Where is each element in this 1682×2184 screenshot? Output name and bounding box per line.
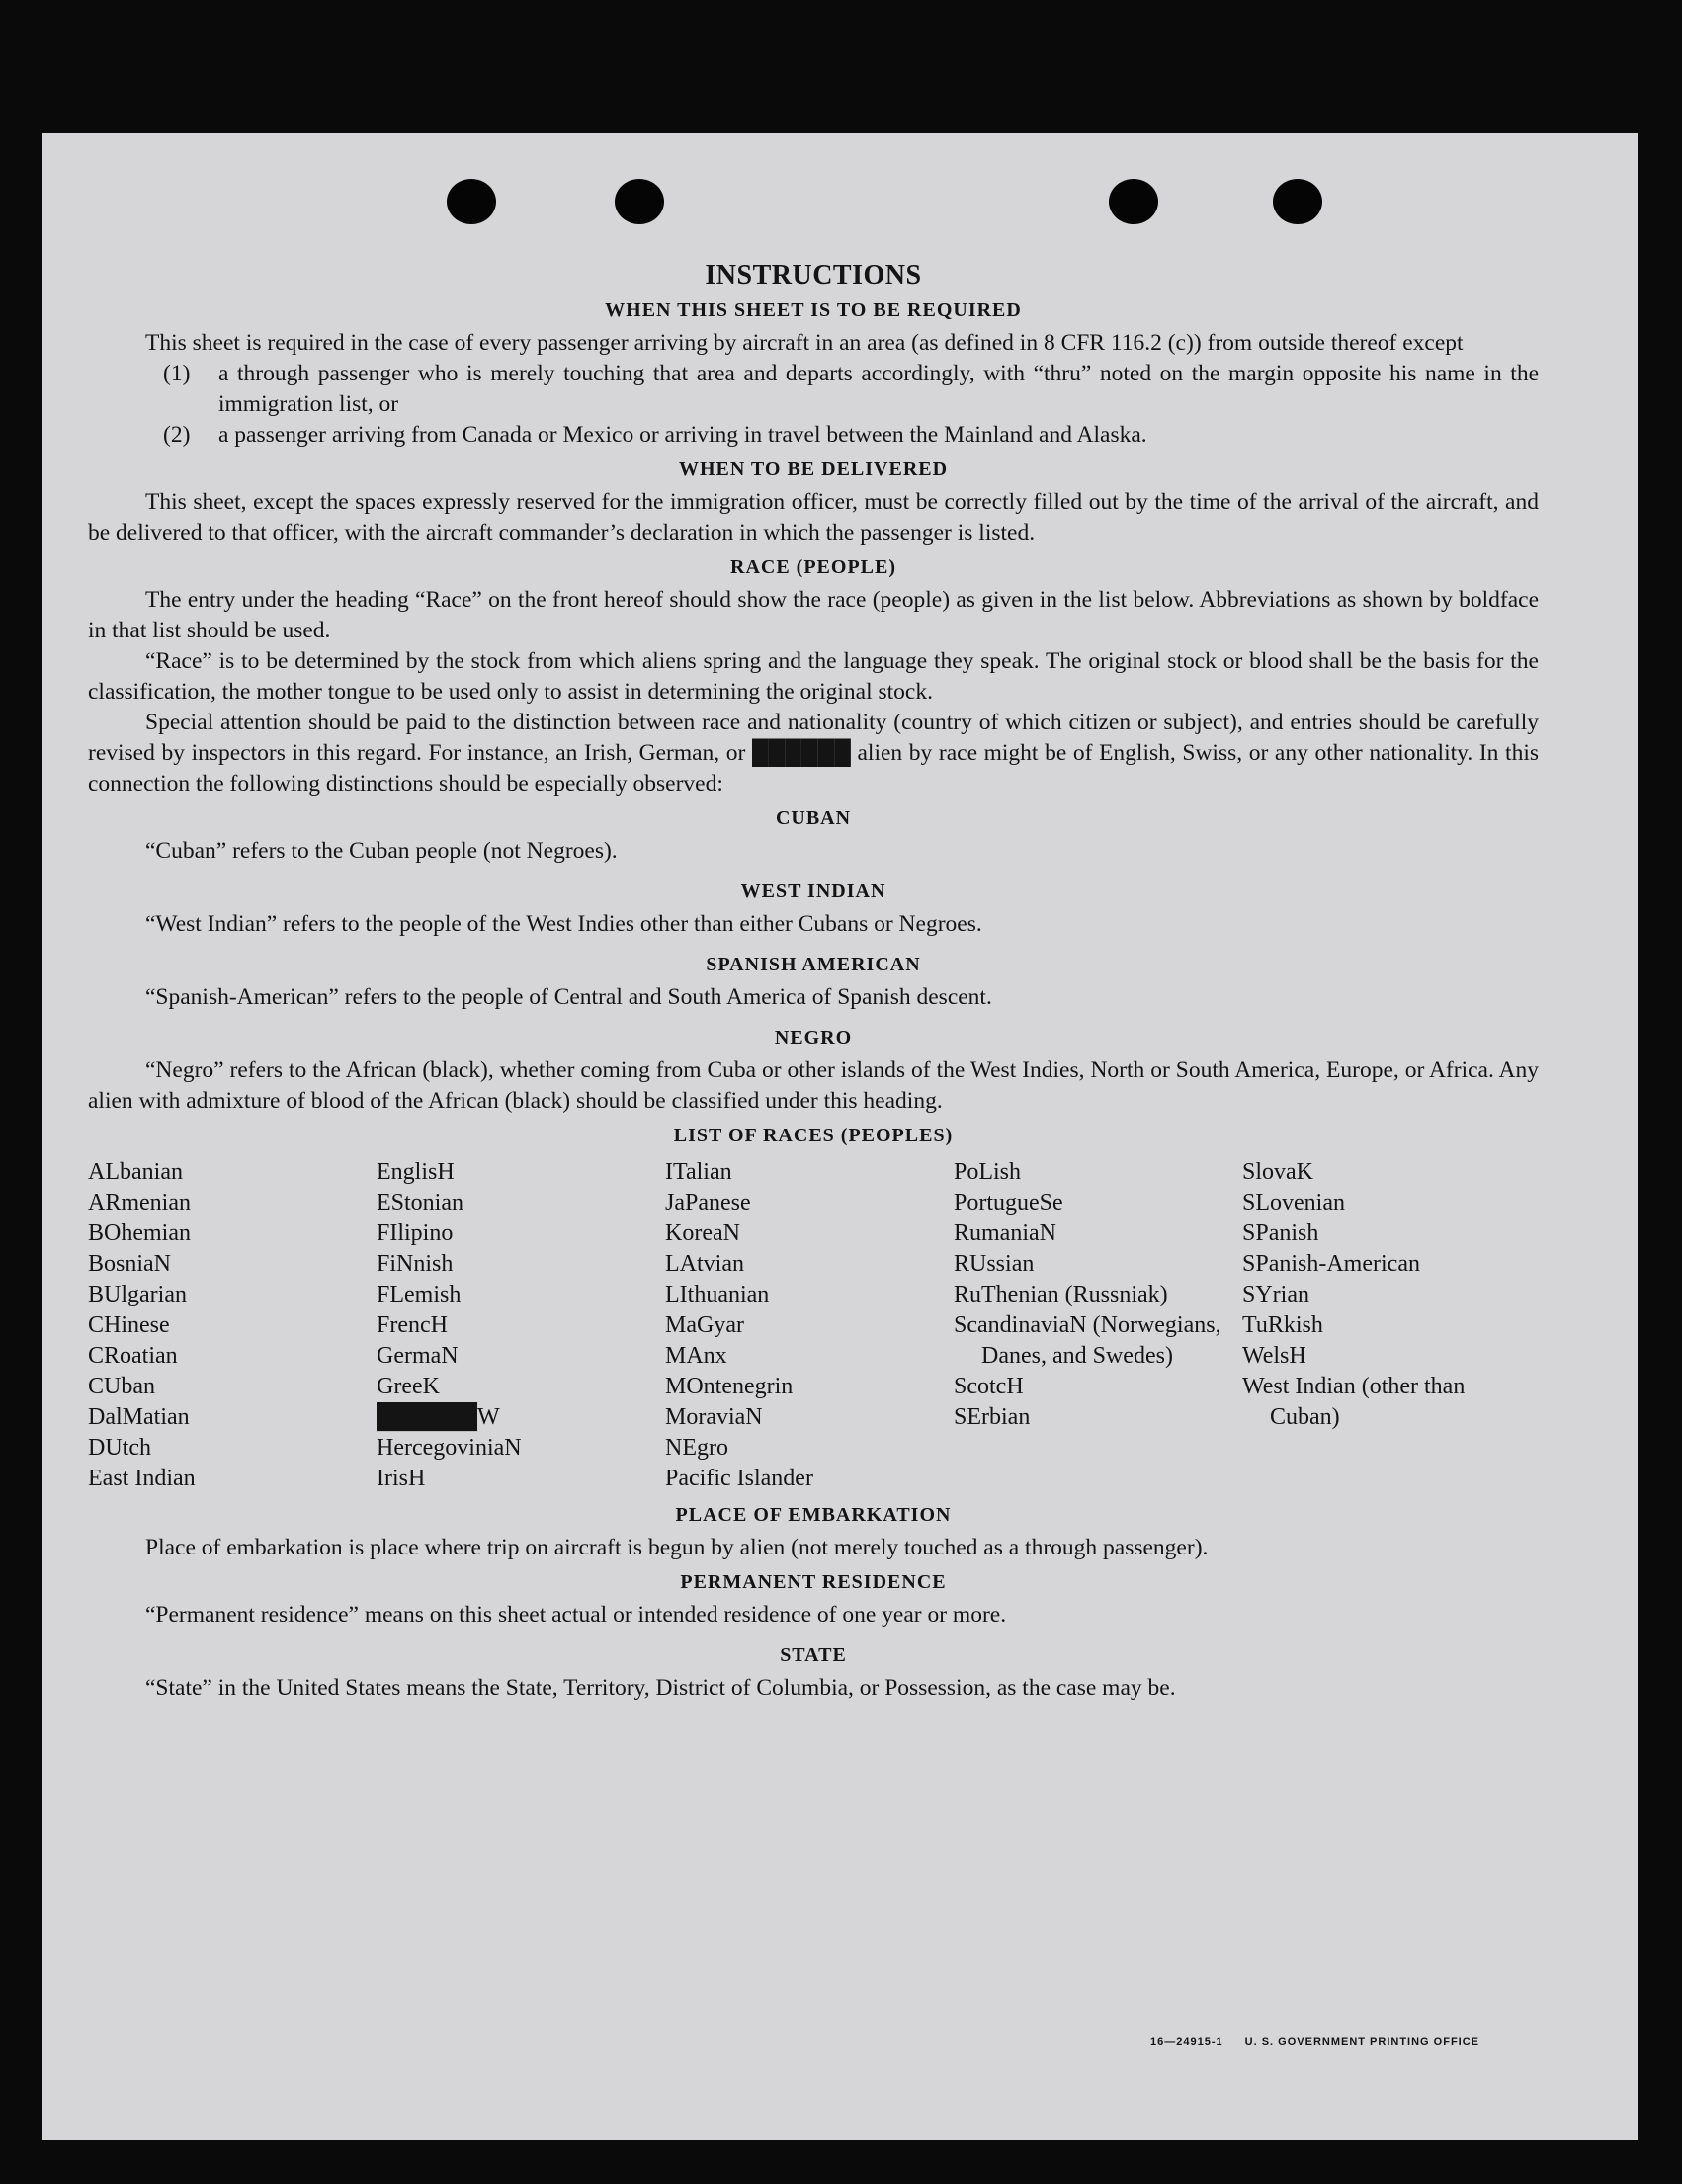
race-entry: IrisH <box>377 1466 426 1491</box>
race-entry: ScandinaviaN (Norwegians, Danes, and Swedes) <box>954 1312 1221 1369</box>
state-text: “State” in the United States means the State, Territory, District of Columbia, or Possession, as the case may be. <box>145 1675 1176 1701</box>
race-entry: CRoatian <box>88 1343 178 1369</box>
residence-text: “Permanent residence” means on this sheet actual or intended residence of one year or more. <box>145 1602 1007 1628</box>
race-paragraph-3: Special attention should be paid to the distinction between race and nationality (country of which citizen or subject), and entries should be carefully revised by inspectors in this regard. For instance, an Irish, German, or ██████ alien by race might be of English, Swiss, or any other nationality. In this connection the following distinctions should be especially observed: <box>88 710 1539 797</box>
heading-embarkation: PLACE OF EMBARKATION <box>675 1504 952 1526</box>
race-entry: BOhemian <box>88 1220 191 1246</box>
races-column <box>1242 1157 1531 1494</box>
races-column <box>665 1157 954 1494</box>
race-entry: WelsH <box>1242 1343 1306 1369</box>
race-entry: DUtch <box>88 1435 151 1461</box>
race-entry: West Indian (other than Cuban) <box>1242 1374 1466 1430</box>
races-column <box>954 1157 1242 1494</box>
race-entry: RumaniaN <box>954 1220 1056 1246</box>
delivered-text: This sheet, except the spaces expressly reserved for the immigration officer, must be correctly filled out by the time of the arrival of the aircraft, and be delivered to that officer, with the aircraft commander’s declaration in which the passenger is listed. <box>88 489 1539 546</box>
heading-cuban: CUBAN <box>775 807 852 829</box>
race-entry: East Indian <box>88 1466 196 1491</box>
race-entry: SPanish-American <box>1242 1251 1420 1277</box>
required-item: (2) a passenger arriving from Canada or Mexico or arriving in travel between the Mainland and Alaska. <box>163 422 1147 448</box>
embarkation-text: Place of embarkation is place where trip on aircraft is begun by alien (not merely touched as a through passenger). <box>145 1535 1209 1560</box>
race-entry: MoraviaN <box>665 1404 763 1430</box>
race-entry: RuThenian (Russniak) <box>954 1282 1168 1307</box>
heading-permanent-residence: PERMANENT RESIDENCE <box>680 1571 947 1593</box>
race-entry: ARmenian <box>88 1190 191 1216</box>
race-entry: ALbanian <box>88 1159 183 1185</box>
race-entry: BosniaN <box>88 1251 171 1277</box>
negro-text: “Negro” refers to the African (black), whether coming from Cuba or other islands of the West Indies, North or South America, Europe, or Africa. Any alien with admixture of blood of the African (black) should be classified under this heading. <box>88 1057 1539 1114</box>
heading-list-of-races: LIST OF RACES (PEOPLES) <box>673 1125 954 1146</box>
race-entry: SErbian <box>954 1404 1031 1430</box>
race-entry: LIthuanian <box>665 1282 770 1307</box>
race-entry: GreeK <box>377 1374 440 1399</box>
document-title: INSTRUCTIONS <box>705 260 922 291</box>
race-entry: PoLish <box>954 1159 1022 1185</box>
race-entry: DalMatian <box>88 1404 190 1430</box>
races-column <box>88 1157 377 1494</box>
race-entry: HercegoviniaN <box>377 1435 522 1461</box>
race-entry: SLovenian <box>1242 1190 1345 1216</box>
printer-credit: U. S. GOVERNMENT PRINTING OFFICE <box>1244 2036 1479 2048</box>
heading-west-indian: WEST INDIAN <box>740 881 886 902</box>
races-list <box>88 1157 1539 1494</box>
race-entry: NEgro <box>665 1435 728 1461</box>
cuban-text: “Cuban” refers to the Cuban people (not Negroes). <box>145 838 618 864</box>
document-sheet <box>42 133 1638 2140</box>
heading-negro: NEGRO <box>774 1027 853 1049</box>
race-entry: FIlipino <box>377 1220 454 1246</box>
race-entry: RUssian <box>954 1251 1035 1277</box>
race-entry: JaPanese <box>665 1190 751 1216</box>
race-entry: FrencH <box>377 1312 448 1338</box>
spanish-american-text: “Spanish-American” refers to the people of Central and South America of Spanish descent. <box>145 984 992 1010</box>
race-entry: CHinese <box>88 1312 170 1338</box>
race-entry: ScotcH <box>954 1374 1024 1399</box>
race-entry: EnglisH <box>377 1159 455 1185</box>
race-entry: FLemish <box>377 1282 462 1307</box>
form-number: 16—24915-1 <box>1150 2036 1223 2048</box>
race-entry: SPanish <box>1242 1220 1319 1246</box>
heading-state: STATE <box>780 1644 847 1666</box>
race-entry: ITalian <box>665 1159 732 1185</box>
heading-required: WHEN THIS SHEET IS TO BE REQUIRED <box>605 299 1022 321</box>
print-footer <box>1150 2036 1479 2048</box>
punch-hole <box>1273 179 1322 224</box>
race-entry: FiNnish <box>377 1251 454 1277</box>
race-entry: SlovaK <box>1242 1159 1313 1185</box>
race-entry: PortugueSe <box>954 1190 1063 1216</box>
race-entry: ██████W <box>377 1404 500 1430</box>
race-entry: MOntenegrin <box>665 1374 794 1399</box>
race-entry: TuRkish <box>1242 1312 1323 1338</box>
races-column <box>377 1157 665 1494</box>
race-entry: GermaN <box>377 1343 459 1369</box>
punch-hole <box>447 179 496 224</box>
heading-delivered: WHEN TO BE DELIVERED <box>678 459 949 480</box>
required-item: (1) a through passenger who is merely touching that area and departs accordingly, with “thru” noted on the margin opposite his name in the immigration list, or <box>163 361 1539 417</box>
document-body <box>88 260 1539 1704</box>
race-entry: BUlgarian <box>88 1282 187 1307</box>
race-entry: MAnx <box>665 1343 727 1369</box>
west-indian-text: “West Indian” refers to the people of the West Indies other than either Cubans or Negroes. <box>145 911 982 937</box>
race-paragraph-1: The entry under the heading “Race” on the front hereof should show the race (people) as given in the list below. Abbreviations as shown by boldface in that list should be used. <box>88 587 1539 643</box>
race-entry: SYrian <box>1242 1282 1309 1307</box>
race-entry: Pacific Islander <box>665 1466 813 1491</box>
punch-hole <box>1109 179 1158 224</box>
race-entry: MaGyar <box>665 1312 744 1338</box>
race-entry: LAtvian <box>665 1251 744 1277</box>
punch-hole <box>615 179 664 224</box>
required-intro: This sheet is required in the case of every passenger arriving by aircraft in an area (as defined in 8 CFR 116.2 (c)) from outside thereof except <box>145 330 1464 356</box>
heading-race: RACE (PEOPLE) <box>730 556 896 578</box>
heading-spanish-american: SPANISH AMERICAN <box>706 954 921 975</box>
race-paragraph-2: “Race” is to be determined by the stock from which aliens spring and the language they speak. The original stock or blood shall be the basis for the classification, the mother tongue to be used only to assist in determining the original stock. <box>88 648 1539 705</box>
race-entry: EStonian <box>377 1190 463 1216</box>
race-entry: KoreaN <box>665 1220 740 1246</box>
race-entry: CUban <box>88 1374 155 1399</box>
